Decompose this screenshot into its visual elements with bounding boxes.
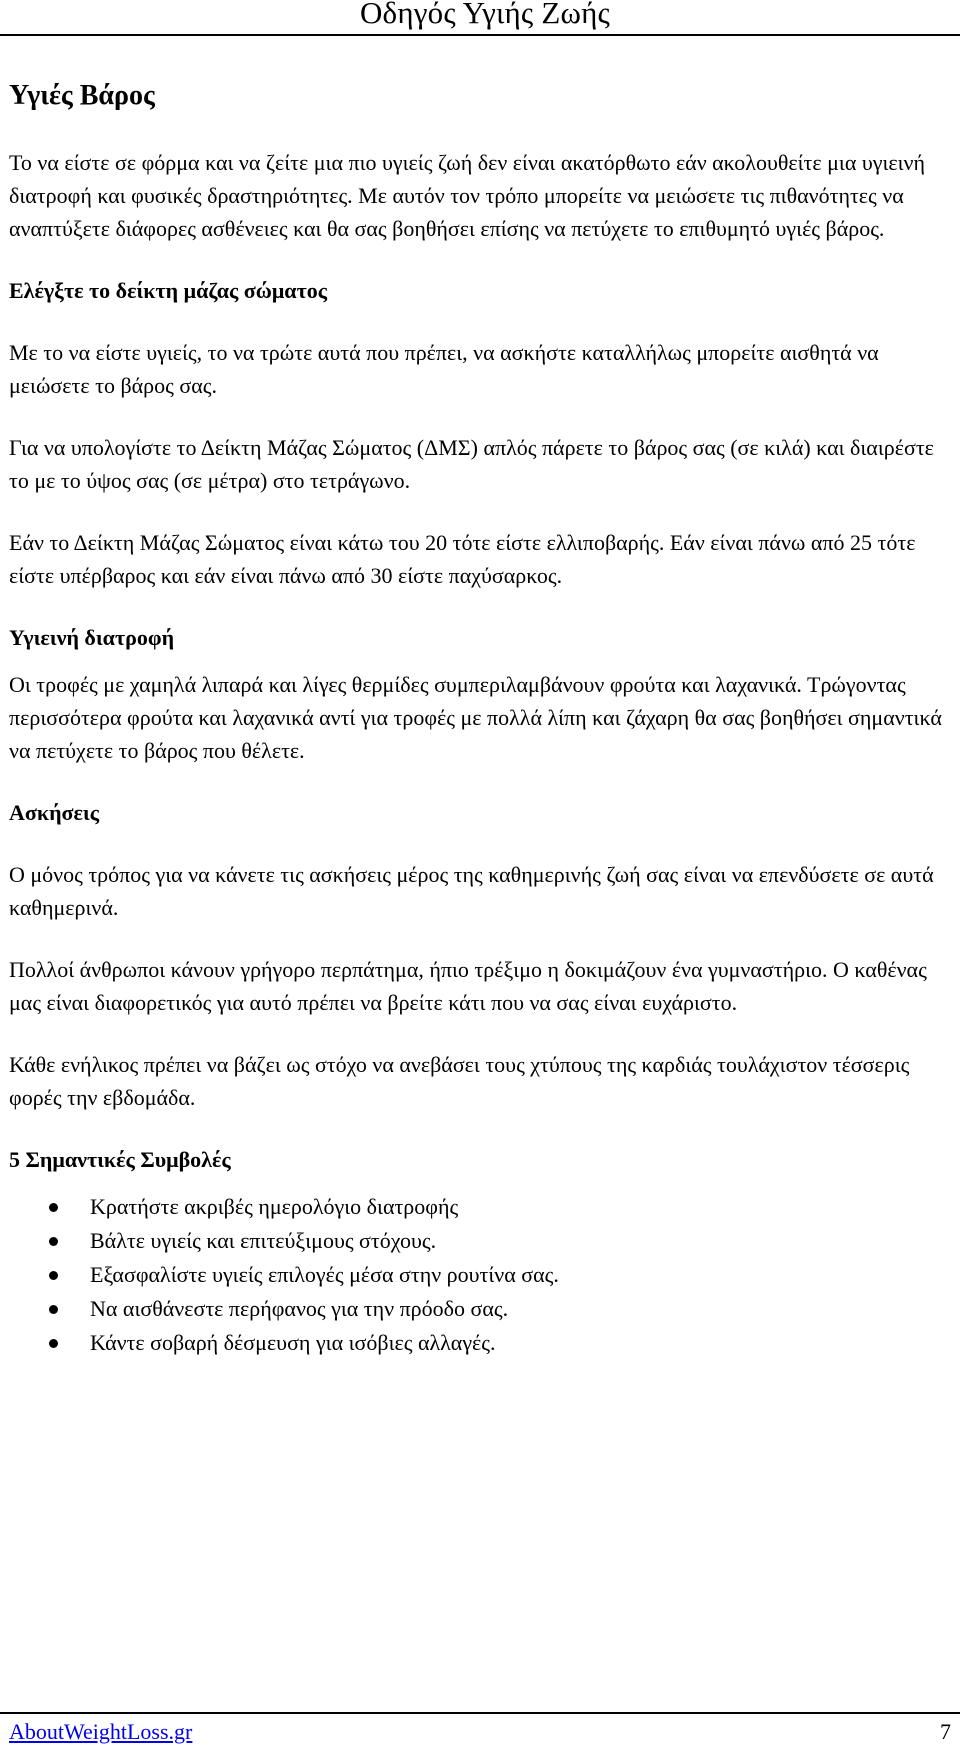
diet-paragraph-1: Οι τροφές με χαμηλά λιπαρά και λίγες θερμίδες συμπεριλαμβάνουν φρούτα και λαχανικά. Τρώγοντας περισσότερα φρούτα και λαχανικά αντί για τροφές με πολλά λίπη και ζάχαρη θα σας βοηθήσει σημαντικά να πετύχετε το βάρος που θέλετε. <box>9 672 942 763</box>
exercise-paragraph-2: Πολλοί άνθρωποι κάνουν γρήγορο περπάτημα, ήπιο τρέξιμο η δοκιμάζουν ένα γυμναστήριο. Ο καθένας μας είναι διαφορετικός για αυτό πρέπει να βρείτε κάτι που να σας είναι ευχάριστο. <box>9 957 927 1015</box>
page-number: 7 <box>940 1719 951 1744</box>
exercise-paragraph-1: Ο μόνος τρόπος για να κάνετε τις ασκήσεις μέρος της καθημερινής ζωή σας είναι να επενδύσετε σε αυτά καθημερινά. <box>9 862 934 920</box>
bullet-icon <box>49 1305 58 1314</box>
bmi-paragraph-1: Με το να είστε υγιείς, το να τρώτε αυτά που πρέπει, να ασκήστε καταλλήλως μπορείτε αισθητά να μειώσετε το βάρος σας. <box>9 340 879 398</box>
list-item <box>9 1258 954 1292</box>
bullet-icon <box>49 1271 58 1280</box>
intro-paragraph: Το να είστε σε φόρμα και να ζείτε μια πιο υγιείς ζωή δεν είναι ακατόρθωτο εάν ακολουθείτε μια υγιεινή διατροφή και φυσικές δραστηριότητες. Με αυτόν τον τρόπο μπορείτε να μειώσετε τις πιθανότητες να αναπτύξετε διάφορες ασθένειες και θα σας βοηθήσει επίσης να πετύχετε το επιθυμητό υγιές βάρος. <box>9 150 925 241</box>
running-header <box>0 0 960 36</box>
header-title: Οδηγός Υγιής Ζωής <box>359 0 610 30</box>
page-title: Υγιές Βάρος <box>9 80 155 111</box>
tip-text: Κρατήστε ακριβές ημερολόγιο διατροφής <box>90 1194 459 1219</box>
list-item <box>9 1292 954 1326</box>
tip-text: Κάντε σοβαρή δέσμευση για ισόβιες αλλαγές. <box>90 1330 496 1355</box>
bullet-icon <box>49 1203 58 1212</box>
tip-text: Να αισθάνεστε περήφανος για την πρόοδο σας. <box>90 1296 509 1321</box>
bmi-paragraph-2: Για να υπολογίστε το Δείκτη Μάζας Σώματος (ΔΜΣ) απλός πάρετε το βάρος σας (σε κιλά) και διαιρέστε το με το ύψος σας (σε μέτρα) στο τετράγωνο. <box>9 435 934 493</box>
list-item <box>9 1326 954 1360</box>
bmi-heading: Ελέγξτε το δείκτη μάζας σώματος <box>9 278 328 303</box>
running-footer <box>0 1712 960 1748</box>
tips-heading: 5 Σημαντικές Συμβολές <box>9 1147 231 1172</box>
list-item <box>9 1190 954 1224</box>
diet-heading: Υγιεινή διατροφή <box>9 625 175 650</box>
site-link[interactable]: AboutWeightLoss.gr <box>9 1719 193 1744</box>
list-item <box>9 1224 954 1258</box>
exercise-heading: Ασκήσεις <box>9 800 100 825</box>
tip-text: Βάλτε υγιείς και επιτεύξιμους στόχους. <box>90 1228 437 1253</box>
main-content <box>9 78 954 1360</box>
bullet-icon <box>49 1339 58 1348</box>
tip-text: Εξασφαλίστε υγιείς επιλογές μέσα στην ρουτίνα σας. <box>90 1262 559 1287</box>
exercise-paragraph-3: Κάθε ενήλικος πρέπει να βάζει ως στόχο να ανεβάσει τους χτύπους της καρδιάς τουλάχιστον τέσσερις φορές την εβδομάδα. <box>9 1052 910 1110</box>
bmi-paragraph-3: Εάν το Δείκτη Μάζας Σώματος είναι κάτω του 20 τότε είστε ελλιποβαρής. Εάν είναι πάνω από 25 τότε είστε υπέρβαρος και εάν είναι πάνω από 30 είστε παχύσαρκος. <box>9 530 916 588</box>
tips-list <box>9 1190 954 1360</box>
bullet-icon <box>49 1237 58 1246</box>
